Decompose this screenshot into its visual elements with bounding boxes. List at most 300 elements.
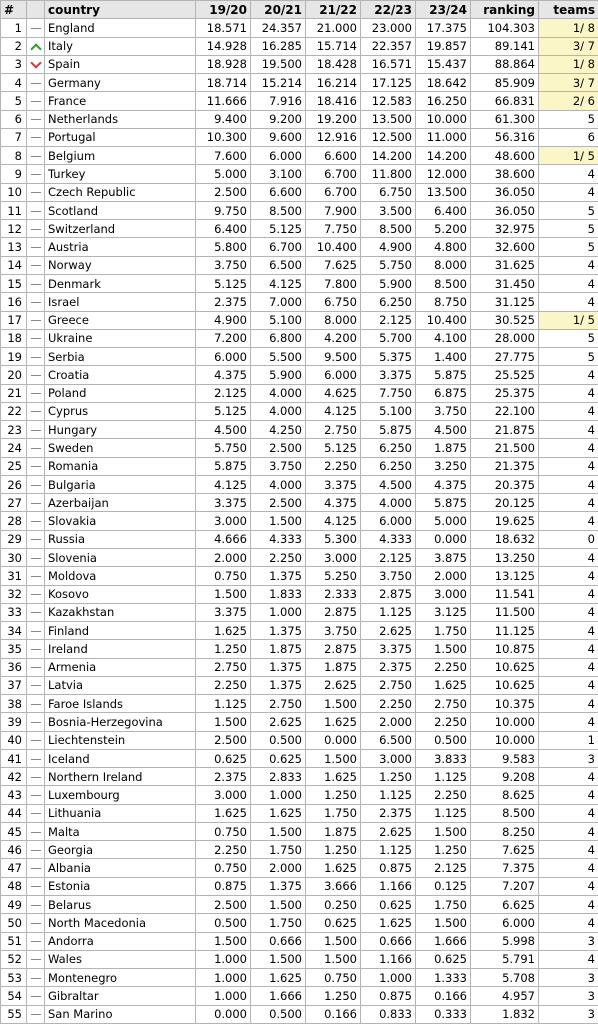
dash-icon	[31, 284, 41, 285]
teams-cell: 4	[539, 859, 598, 877]
row-number: 45	[1, 822, 27, 840]
dash-icon	[31, 521, 41, 522]
season-20-21-cell: 1.500	[251, 896, 306, 914]
teams-cell: 4	[539, 293, 598, 311]
season-23-24-cell: 11.000	[416, 128, 471, 146]
season-20-21-cell: 6.800	[251, 329, 306, 347]
season-22-23-cell: 2.125	[361, 548, 416, 566]
header-season-20-21[interactable]: 20/21	[251, 1, 306, 19]
row-number: 46	[1, 841, 27, 859]
season-20-21-cell: 1.500	[251, 950, 306, 968]
table-row[interactable]	[1, 19, 598, 37]
season-19-20-cell: 2.125	[196, 384, 251, 402]
season-19-20-cell: 1.500	[196, 713, 251, 731]
season-20-21-cell: 2.625	[251, 713, 306, 731]
table-row[interactable]	[1, 950, 598, 968]
season-23-24-cell: 2.125	[416, 859, 471, 877]
country-name: Serbia	[45, 348, 196, 366]
table-row[interactable]	[1, 220, 598, 238]
trend-indicator	[27, 950, 45, 968]
table-row[interactable]	[1, 128, 598, 146]
table-row[interactable]	[1, 92, 598, 110]
season-19-20-cell: 10.300	[196, 128, 251, 146]
season-22-23-cell: 5.100	[361, 402, 416, 420]
ranking-cell: 5.791	[471, 950, 539, 968]
header-ranking[interactable]: ranking	[471, 1, 539, 19]
country-name: England	[45, 19, 196, 37]
season-22-23-cell: 4.333	[361, 530, 416, 548]
header-season-19-20[interactable]: 19/20	[196, 1, 251, 19]
season-21-22-cell: 2.875	[306, 603, 361, 621]
table-row[interactable]	[1, 384, 598, 402]
table-row[interactable]	[1, 768, 598, 786]
country-name: Portugal	[45, 128, 196, 146]
season-23-24-cell: 1.666	[416, 932, 471, 950]
table-row[interactable]	[1, 439, 598, 457]
season-20-21-cell: 0.500	[251, 731, 306, 749]
table-row[interactable]	[1, 147, 598, 165]
table-row[interactable]	[1, 329, 598, 347]
table-row[interactable]	[1, 987, 598, 1005]
trend-indicator	[27, 110, 45, 128]
dash-icon	[31, 740, 41, 741]
season-19-20-cell: 1.125	[196, 695, 251, 713]
ranking-cell: 48.600	[471, 147, 539, 165]
country-name: Slovakia	[45, 512, 196, 530]
season-23-24-cell: 2.250	[416, 786, 471, 804]
ranking-cell: 88.864	[471, 55, 539, 73]
table-row[interactable]	[1, 256, 598, 274]
season-20-21-cell: 8.500	[251, 201, 306, 219]
table-row[interactable]	[1, 676, 598, 694]
season-21-22-cell: 1.500	[306, 749, 361, 767]
table-row[interactable]	[1, 969, 598, 987]
ranking-cell: 61.300	[471, 110, 539, 128]
season-19-20-cell: 3.750	[196, 256, 251, 274]
season-22-23-cell: 3.375	[361, 366, 416, 384]
season-19-20-cell: 2.250	[196, 841, 251, 859]
table-row[interactable]	[1, 859, 598, 877]
row-number: 42	[1, 768, 27, 786]
country-name: Northern Ireland	[45, 768, 196, 786]
row-number: 16	[1, 293, 27, 311]
country-name: San Marino	[45, 1005, 196, 1023]
teams-cell: 4	[539, 567, 598, 585]
row-number: 52	[1, 950, 27, 968]
ranking-cell: 19.625	[471, 512, 539, 530]
country-name: Denmark	[45, 274, 196, 292]
teams-cell: 4	[539, 658, 598, 676]
row-number: 37	[1, 676, 27, 694]
season-21-22-cell: 3.666	[306, 877, 361, 895]
season-20-21-cell: 1.750	[251, 914, 306, 932]
ranking-cell: 27.775	[471, 348, 539, 366]
table-row[interactable]	[1, 183, 598, 201]
season-21-22-cell: 3.750	[306, 622, 361, 640]
season-20-21-cell: 1.000	[251, 786, 306, 804]
table-row[interactable]	[1, 914, 598, 932]
season-21-22-cell: 5.300	[306, 530, 361, 548]
row-number: 24	[1, 439, 27, 457]
row-number: 11	[1, 201, 27, 219]
teams-cell: 5	[539, 348, 598, 366]
table-row[interactable]	[1, 494, 598, 512]
ranking-cell: 36.050	[471, 201, 539, 219]
table-row[interactable]	[1, 201, 598, 219]
season-19-20-cell: 9.400	[196, 110, 251, 128]
season-21-22-cell: 0.750	[306, 969, 361, 987]
season-23-24-cell: 0.166	[416, 987, 471, 1005]
dash-icon	[31, 685, 41, 686]
season-22-23-cell: 12.500	[361, 128, 416, 146]
country-name: Belgium	[45, 147, 196, 165]
season-22-23-cell: 5.700	[361, 329, 416, 347]
season-20-21-cell: 2.250	[251, 548, 306, 566]
table-row[interactable]	[1, 55, 598, 73]
table-row[interactable]	[1, 786, 598, 804]
ranking-cell: 13.250	[471, 548, 539, 566]
season-22-23-cell: 13.500	[361, 110, 416, 128]
row-number: 30	[1, 548, 27, 566]
table-row[interactable]	[1, 622, 598, 640]
table-row[interactable]	[1, 421, 598, 439]
season-22-23-cell: 2.125	[361, 311, 416, 329]
trend-indicator	[27, 877, 45, 895]
table-row[interactable]	[1, 548, 598, 566]
row-number: 21	[1, 384, 27, 402]
season-19-20-cell: 11.666	[196, 92, 251, 110]
ranking-cell: 9.208	[471, 768, 539, 786]
season-20-21-cell: 9.200	[251, 110, 306, 128]
teams-cell: 1/ 5	[539, 311, 598, 329]
season-21-22-cell: 3.000	[306, 548, 361, 566]
teams-cell: 3	[539, 1005, 598, 1023]
trend-indicator	[27, 676, 45, 694]
table-row[interactable]	[1, 877, 598, 895]
table-row[interactable]	[1, 695, 598, 713]
season-22-23-cell: 2.000	[361, 713, 416, 731]
table-row[interactable]	[1, 658, 598, 676]
season-23-24-cell: 10.400	[416, 311, 471, 329]
table-row[interactable]	[1, 457, 598, 475]
season-21-22-cell: 16.214	[306, 74, 361, 92]
table-row[interactable]	[1, 841, 598, 859]
dash-icon	[31, 320, 41, 321]
row-number: 14	[1, 256, 27, 274]
ranking-cell: 21.875	[471, 421, 539, 439]
table-row[interactable]	[1, 749, 598, 767]
header-season-21-22[interactable]: 21/22	[306, 1, 361, 19]
trend-indicator	[27, 37, 45, 55]
season-20-21-cell: 9.600	[251, 128, 306, 146]
dash-icon	[31, 539, 41, 540]
season-19-20-cell: 2.250	[196, 676, 251, 694]
season-20-21-cell: 1.375	[251, 567, 306, 585]
season-20-21-cell: 1.625	[251, 969, 306, 987]
season-22-23-cell: 1.166	[361, 950, 416, 968]
season-19-20-cell: 0.625	[196, 749, 251, 767]
season-23-24-cell: 1.875	[416, 439, 471, 457]
season-21-22-cell: 21.000	[306, 19, 361, 37]
teams-cell: 4	[539, 548, 598, 566]
season-23-24-cell: 1.500	[416, 640, 471, 658]
trend-indicator	[27, 512, 45, 530]
teams-cell: 4	[539, 494, 598, 512]
ranking-cell: 10.625	[471, 676, 539, 694]
country-name: Georgia	[45, 841, 196, 859]
table-row[interactable]	[1, 274, 598, 292]
country-name: Ireland	[45, 640, 196, 658]
country-name: North Macedonia	[45, 914, 196, 932]
table-row[interactable]	[1, 804, 598, 822]
country-name: Latvia	[45, 676, 196, 694]
row-number: 44	[1, 804, 27, 822]
season-19-20-cell: 18.571	[196, 19, 251, 37]
teams-cell: 1/ 5	[539, 147, 598, 165]
table-row[interactable]	[1, 348, 598, 366]
season-22-23-cell: 4.900	[361, 238, 416, 256]
trend-indicator	[27, 896, 45, 914]
table-row[interactable]	[1, 238, 598, 256]
table-row[interactable]	[1, 603, 598, 621]
trend-indicator	[27, 293, 45, 311]
table-row[interactable]	[1, 585, 598, 603]
season-21-22-cell: 18.416	[306, 92, 361, 110]
teams-cell: 4	[539, 695, 598, 713]
country-name: Italy	[45, 37, 196, 55]
season-19-20-cell: 5.125	[196, 402, 251, 420]
season-22-23-cell: 2.250	[361, 695, 416, 713]
season-23-24-cell: 17.375	[416, 19, 471, 37]
trend-indicator	[27, 658, 45, 676]
trend-indicator	[27, 19, 45, 37]
season-21-22-cell: 6.750	[306, 293, 361, 311]
table-row[interactable]	[1, 713, 598, 731]
dash-icon	[31, 485, 41, 486]
season-21-22-cell: 19.200	[306, 110, 361, 128]
season-21-22-cell: 2.625	[306, 676, 361, 694]
header-season-23-24[interactable]: 23/24	[416, 1, 471, 19]
country-name: Austria	[45, 238, 196, 256]
teams-cell: 3/ 7	[539, 37, 598, 55]
country-name: Netherlands	[45, 110, 196, 128]
ranking-cell: 89.141	[471, 37, 539, 55]
dash-icon	[31, 704, 41, 705]
season-19-20-cell: 7.600	[196, 147, 251, 165]
season-23-24-cell: 8.500	[416, 274, 471, 292]
teams-cell: 4	[539, 384, 598, 402]
season-21-22-cell: 1.625	[306, 859, 361, 877]
dash-icon	[31, 357, 41, 358]
header-num[interactable]: #	[1, 1, 27, 19]
country-name: Croatia	[45, 366, 196, 384]
season-22-23-cell: 2.875	[361, 585, 416, 603]
season-19-20-cell: 5.875	[196, 457, 251, 475]
season-19-20-cell: 5.800	[196, 238, 251, 256]
row-number: 18	[1, 329, 27, 347]
season-22-23-cell: 5.875	[361, 421, 416, 439]
trend-indicator	[27, 366, 45, 384]
teams-cell: 5	[539, 329, 598, 347]
season-22-23-cell: 0.875	[361, 987, 416, 1005]
dash-icon	[31, 996, 41, 997]
trend-indicator	[27, 695, 45, 713]
table-row[interactable]	[1, 530, 598, 548]
ranking-cell: 21.500	[471, 439, 539, 457]
table-row[interactable]	[1, 37, 598, 55]
trend-indicator	[27, 548, 45, 566]
teams-cell: 4	[539, 640, 598, 658]
season-22-23-cell: 22.357	[361, 37, 416, 55]
ranking-cell: 11.500	[471, 603, 539, 621]
season-23-24-cell: 1.750	[416, 622, 471, 640]
teams-cell: 4	[539, 896, 598, 914]
ranking-cell: 18.632	[471, 530, 539, 548]
season-23-24-cell: 1.125	[416, 768, 471, 786]
country-name: Czech Republic	[45, 183, 196, 201]
table-row[interactable]	[1, 731, 598, 749]
country-name: Faroe Islands	[45, 695, 196, 713]
header-country[interactable]: country	[45, 1, 196, 19]
row-number: 2	[1, 37, 27, 55]
trend-indicator	[27, 932, 45, 950]
ranking-cell: 5.998	[471, 932, 539, 950]
trend-indicator	[27, 165, 45, 183]
season-20-21-cell: 0.625	[251, 749, 306, 767]
header-teams[interactable]: teams	[539, 1, 598, 19]
trend-indicator	[27, 74, 45, 92]
row-number: 29	[1, 530, 27, 548]
dash-icon	[31, 923, 41, 924]
season-23-24-cell: 5.875	[416, 494, 471, 512]
season-21-22-cell: 12.916	[306, 128, 361, 146]
teams-cell: 4	[539, 585, 598, 603]
table-row[interactable]	[1, 402, 598, 420]
season-22-23-cell: 1.125	[361, 841, 416, 859]
ranking-cell: 7.207	[471, 877, 539, 895]
teams-cell: 4	[539, 877, 598, 895]
season-23-24-cell: 18.642	[416, 74, 471, 92]
dash-icon	[31, 192, 41, 193]
season-20-21-cell: 1.750	[251, 841, 306, 859]
table-row[interactable]	[1, 311, 598, 329]
season-21-22-cell: 2.333	[306, 585, 361, 603]
season-22-23-cell: 8.500	[361, 220, 416, 238]
trend-indicator	[27, 585, 45, 603]
season-22-23-cell: 3.375	[361, 640, 416, 658]
country-name: Bosnia-Herzegovina	[45, 713, 196, 731]
dash-icon	[31, 430, 41, 431]
season-22-23-cell: 1.125	[361, 603, 416, 621]
season-23-24-cell: 8.750	[416, 293, 471, 311]
season-19-20-cell: 3.375	[196, 494, 251, 512]
table-row[interactable]	[1, 640, 598, 658]
table-row[interactable]	[1, 74, 598, 92]
ranking-cell: 21.375	[471, 457, 539, 475]
season-19-20-cell: 14.928	[196, 37, 251, 55]
table-row[interactable]	[1, 165, 598, 183]
season-23-24-cell: 1.500	[416, 914, 471, 932]
row-number: 9	[1, 165, 27, 183]
country-name: Finland	[45, 622, 196, 640]
trend-indicator	[27, 786, 45, 804]
dash-icon	[31, 411, 41, 412]
trend-indicator	[27, 201, 45, 219]
season-20-21-cell: 7.000	[251, 293, 306, 311]
table-row[interactable]	[1, 567, 598, 585]
season-23-24-cell: 5.000	[416, 512, 471, 530]
table-row[interactable]	[1, 932, 598, 950]
season-20-21-cell: 3.750	[251, 457, 306, 475]
season-20-21-cell: 6.000	[251, 147, 306, 165]
season-22-23-cell: 2.375	[361, 804, 416, 822]
country-name: Scotland	[45, 201, 196, 219]
season-22-23-cell: 4.000	[361, 494, 416, 512]
table-body	[1, 19, 598, 1024]
table-row[interactable]	[1, 822, 598, 840]
country-name: Kosovo	[45, 585, 196, 603]
country-name: Israel	[45, 293, 196, 311]
season-20-21-cell: 5.125	[251, 220, 306, 238]
dash-icon	[31, 594, 41, 595]
teams-cell: 5	[539, 238, 598, 256]
season-20-21-cell: 2.500	[251, 494, 306, 512]
season-22-23-cell: 1.625	[361, 914, 416, 932]
season-23-24-cell: 1.400	[416, 348, 471, 366]
country-name: Russia	[45, 530, 196, 548]
season-21-22-cell: 6.600	[306, 147, 361, 165]
trend-indicator	[27, 128, 45, 146]
dash-icon	[31, 211, 41, 212]
season-21-22-cell: 2.875	[306, 640, 361, 658]
season-20-21-cell: 1.625	[251, 804, 306, 822]
trend-indicator	[27, 220, 45, 238]
season-21-22-cell: 1.750	[306, 804, 361, 822]
season-19-20-cell: 1.625	[196, 622, 251, 640]
ranking-cell: 11.125	[471, 622, 539, 640]
table-row[interactable]	[1, 1005, 598, 1023]
season-20-21-cell: 1.666	[251, 987, 306, 1005]
header-season-22-23[interactable]: 22/23	[361, 1, 416, 19]
table-row[interactable]	[1, 512, 598, 530]
season-21-22-cell: 1.500	[306, 950, 361, 968]
season-19-20-cell: 9.750	[196, 201, 251, 219]
table-row[interactable]	[1, 896, 598, 914]
table-row[interactable]	[1, 293, 598, 311]
season-19-20-cell: 1.500	[196, 932, 251, 950]
teams-cell: 4	[539, 713, 598, 731]
trend-indicator	[27, 640, 45, 658]
table-row[interactable]	[1, 475, 598, 493]
season-19-20-cell: 6.000	[196, 348, 251, 366]
trend-indicator	[27, 603, 45, 621]
season-19-20-cell: 18.714	[196, 74, 251, 92]
country-name: Andorra	[45, 932, 196, 950]
season-23-24-cell: 5.875	[416, 366, 471, 384]
season-22-23-cell: 0.833	[361, 1005, 416, 1023]
table-row[interactable]	[1, 366, 598, 384]
ranking-cell: 30.525	[471, 311, 539, 329]
season-23-24-cell: 5.200	[416, 220, 471, 238]
table-row[interactable]	[1, 110, 598, 128]
season-23-24-cell: 3.125	[416, 603, 471, 621]
season-20-21-cell: 5.100	[251, 311, 306, 329]
trend-indicator	[27, 55, 45, 73]
season-19-20-cell: 2.500	[196, 896, 251, 914]
season-19-20-cell: 3.000	[196, 512, 251, 530]
country-name: Hungary	[45, 421, 196, 439]
dash-icon	[31, 503, 41, 504]
